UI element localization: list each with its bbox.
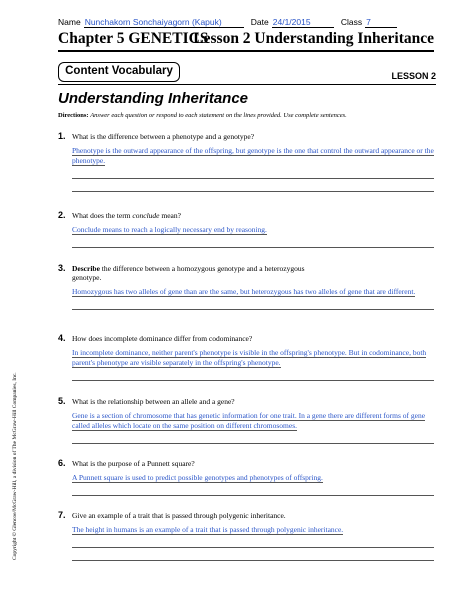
answer-line[interactable]: [72, 535, 434, 548]
answer-line[interactable]: [72, 297, 434, 310]
question-6: 6. What is the purpose of a Punnett square? A Punnett square is used to predict possible genotypes and phenotypes of offspring.: [58, 458, 434, 496]
header-line: [58, 17, 397, 28]
chapter-heading: [58, 30, 434, 52]
directions-text: Answer each question or respond to each statement on the lines provided. Use complete sentences.: [90, 112, 347, 119]
name-field[interactable]: Nunchakorn Sonchaiyagorn (Kapuk): [84, 17, 244, 28]
answer-text[interactable]: A Punnett square is used to predict possible genotypes and phenotypes of offspring.: [72, 473, 323, 482]
copyright-notice: Copyright © Glencoe/McGraw-Hill, a division of The McGraw-Hill Companies, Inc.: [12, 372, 18, 560]
chapter-title: Chapter 5 GENETICS: [58, 30, 209, 47]
answer-line[interactable]: [72, 548, 434, 561]
question-number: 5.: [58, 396, 66, 406]
question-text: What is the difference between a phenotype and a genotype?: [72, 132, 255, 141]
lesson-number-label: LESSON 2: [391, 71, 436, 81]
question-number: 6.: [58, 458, 66, 468]
answer-text[interactable]: Conclude means to reach a logically necessary end by reasoning.: [72, 225, 267, 234]
question-2: 2. What does the term conclude mean? Conclude means to reach a logically necessary end by reasoning.: [58, 210, 434, 248]
directions: [58, 112, 347, 119]
question-4: 4. How does incomplete dominance differ from codominance? In incomplete dominance, neither parent's phenotype is visible in the offspring's phenotype. But in codominance, both parent's phenotype are visible separately in the offspring's phenotype.: [58, 333, 434, 381]
answer-line[interactable]: [72, 179, 434, 192]
answer-line[interactable]: [72, 368, 434, 381]
name-label: Name: [58, 17, 81, 27]
question-number: 2.: [58, 210, 66, 220]
answer-line[interactable]: [72, 235, 434, 248]
question-number: 1.: [58, 131, 66, 141]
section-divider: [58, 84, 436, 85]
answer-text[interactable]: In incomplete dominance, neither parent's phenotype is visible in the offspring's phenotype. But in codominance, both parent's phenotype are visible separately in the offspring's phenotype.: [72, 348, 427, 367]
answer-line[interactable]: [72, 431, 434, 444]
answer-text[interactable]: The height in humans is an example of a trait that is passed through polygenic inheritance.: [72, 525, 344, 534]
question-1: [58, 131, 434, 192]
answer-line[interactable]: [72, 483, 434, 496]
answer-text[interactable]: Homozygous has two alleles of gene than are the same, but heterozygous has two alleles of gene that are different.: [72, 287, 416, 296]
answer-text[interactable]: Gene is a section of chromosome that has genetic information for one trait. In a gene there are different forms of gene called alleles which locate on the same position on different chromosomes.: [72, 411, 426, 430]
question-number: 4.: [58, 333, 66, 343]
question-number: 7.: [58, 510, 66, 520]
date-label: Date: [250, 17, 269, 27]
page-title: Understanding Inheritance: [58, 90, 249, 107]
directions-label: Directions:: [58, 112, 89, 119]
class-label: Class: [340, 17, 363, 27]
question-3: 3. Describe the difference between a homozygous genotype and a heterozygous genotype. Homozygous has two alleles of gene than are the same, but heterozygous has two alleles of gene that are different.: [58, 263, 434, 310]
question-term: conclude: [132, 211, 160, 220]
content-vocabulary-badge: Content Vocabulary: [58, 62, 180, 82]
question-number: 3.: [58, 263, 66, 273]
date-field[interactable]: 24/1/2015: [272, 17, 334, 28]
question-5: 5. What is the relationship between an allele and a gene? Gene is a section of chromosome that has genetic information for one trait. In a gene there are different forms of gene called alleles which locate on the same position on different chromosomes.: [58, 396, 434, 444]
answer-text[interactable]: Phenotype is the outward appearance of the offspring, but genotype is the one that control the outward appearance or the phenotype.: [72, 146, 434, 165]
answer-line[interactable]: [72, 166, 434, 179]
lesson-title: Lesson 2 Understanding Inheritance: [193, 30, 434, 47]
question-7: 7. Give an example of a trait that is passed through polygenic inheritance. The height in humans is an example of a trait that is passed through polygenic inheritance.: [58, 510, 434, 561]
class-field[interactable]: 7: [365, 17, 397, 28]
